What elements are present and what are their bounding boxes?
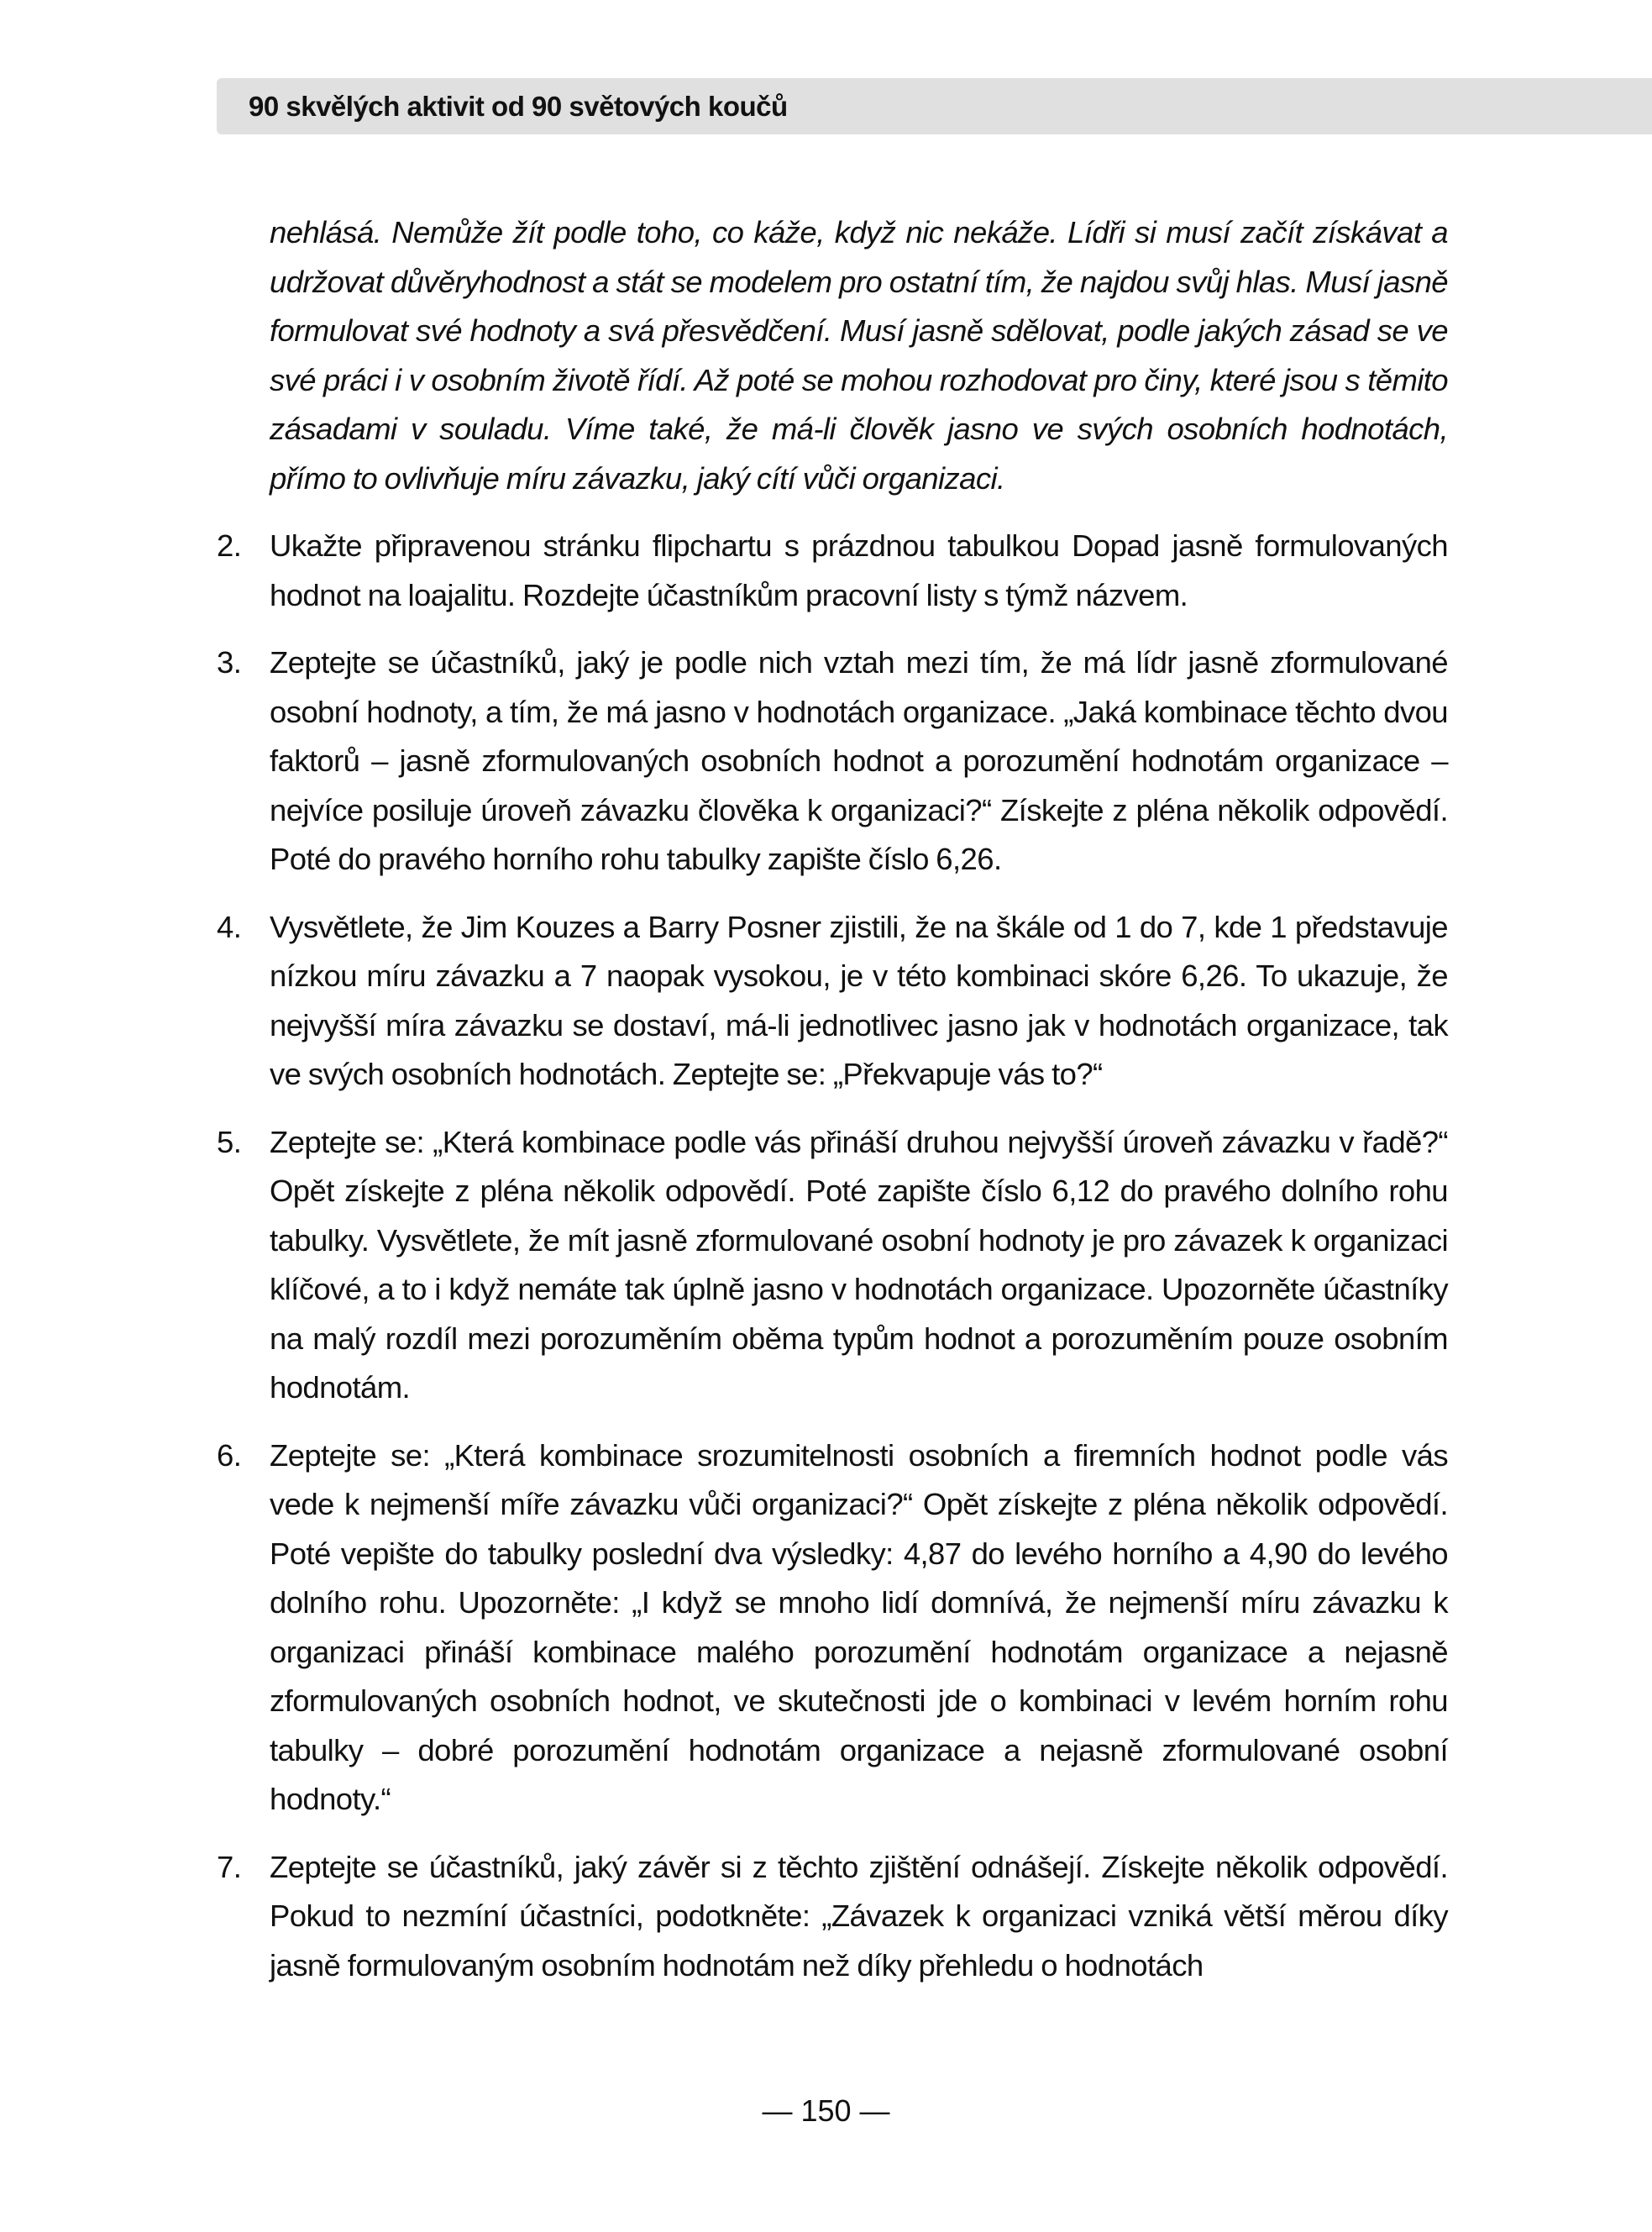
- page-body: [217, 208, 1448, 1990]
- step-number: 7.: [217, 1849, 242, 1884]
- step-text: Ukažte připravenou stránku flipchartu s prázdnou tabulkou Dopad jasně formulovaných hodnot na loajalitu. Rozdejte účastníkům pracovní listy s týmž názvem.: [270, 528, 1448, 612]
- step-text: Zeptejte se účastníků, jaký je podle nich vztah mezi tím, že má lídr jasně zformulované osobní hodnoty, a tím, že má jasno v hodnotách organizace. „Jaká kombinace těchto dvou faktorů – jasně zformulovaných osobních hodnot a porozumění hodnotám organizace – nejvíce posiluje úroveň závazku člověka k organizaci?“ Získejte z pléna několik odpovědí. Poté do pravého horního rohu tabulky zapište číslo 6,26.: [270, 645, 1448, 876]
- step-item: [217, 903, 1448, 1100]
- step-number: 5.: [217, 1124, 242, 1159]
- steps-list: [217, 522, 1448, 1990]
- step-item: [217, 1118, 1448, 1413]
- page-number: — 150 —: [762, 2093, 890, 2128]
- step-text: Vysvětlete, že Jim Kouzes a Barry Posner zjistili, že na škále od 1 do 7, kde 1 představuje nízkou míru závazku a 7 naopak vysokou, je v této kombinaci skóre 6,26. To ukazuje, že nejvyšší míra závazku se dostaví, má-li jednotlivec jasno jak v hodnotách organizace, tak ve svých osobních hodnotách. Zeptejte se: „Překvapuje vás to?“: [270, 909, 1448, 1091]
- step-text: Zeptejte se: „Která kombinace srozumitelnosti osobních a firemních hodnot podle vás vede k nejmenší míře závazku vůči organizaci?“ Opět získejte z pléna několik odpovědí. Poté vepište do tabulky poslední dva výsledky: 4,87 do levého horního a 4,90 do levého dolního rohu. Upozorněte: „I když se mnoho lidí domnívá, že nejmenší míru závazku k organizaci přináší kombinace malého porozumění hodnotám organizace a nejasně zformulovaných osobních hodnot, ve skutečnosti jde o kombinaci v levém horním rohu tabulky – dobré porozumění hodnotám organizace a nejasně zformulované osobní hodnoty.“: [270, 1437, 1448, 1816]
- step-number: 4.: [217, 909, 242, 944]
- step-number: 2.: [217, 528, 242, 563]
- running-header: [217, 78, 1652, 134]
- step-item: [217, 522, 1448, 620]
- step-number: 3.: [217, 645, 242, 680]
- step-text: Zeptejte se: „Která kombinace podle vás přináší druhou nejvyšší úroveň závazku v řadě?“ Opět získejte z pléna několik odpovědí. Poté zapište číslo 6,12 do pravého dolního rohu tabulky. Vysvětlete, že mít jasně zformulované osobní hodnoty je pro závazek k organizaci klíčové, a to i když nemáte tak úplně jasno v hodnotách organizace. Upozorněte účastníky na malý rozdíl mezi porozuměním oběma typům hodnot a porozuměním pouze osobním hodnotám.: [270, 1124, 1448, 1405]
- step-item: [217, 1843, 1448, 1991]
- intro-paragraph: nehlásá. Nemůže žít podle toho, co káže, když nic nekáže. Lídři si musí začít získávat a udržovat důvěryhodnost a stát se modelem pro ostatní tím, že najdou svůj hlas. Musí jasně formulovat své hodnoty a svá přesvědčení. Musí jasně sdělovat, podle jakých zásad se ve své práci i v osobním životě řídí. Až poté se mohou rozhodovat pro činy, které jsou s těmito zásadami v souladu. Víme také, že má-li člověk jasno ve svých osobních hodnotách, přímo to ovlivňuje míru závazku, jaký cítí vůči organizaci.: [270, 215, 1448, 496]
- step-number: 6.: [217, 1437, 242, 1473]
- book-title: 90 skvělých aktivit od 90 světových koučů: [249, 90, 788, 122]
- step-item: [217, 638, 1448, 885]
- step-item: [217, 1431, 1448, 1825]
- step-text: Zeptejte se účastníků, jaký závěr si z těchto zjištění odnášejí. Získejte několik odpovědí. Pokud to nezmíní účastníci, podotkněte: „Závazek k organizaci vzniká větší měrou díky jasně formulovaným osobním hodnotám než díky přehledu o hodnotách: [270, 1849, 1448, 1983]
